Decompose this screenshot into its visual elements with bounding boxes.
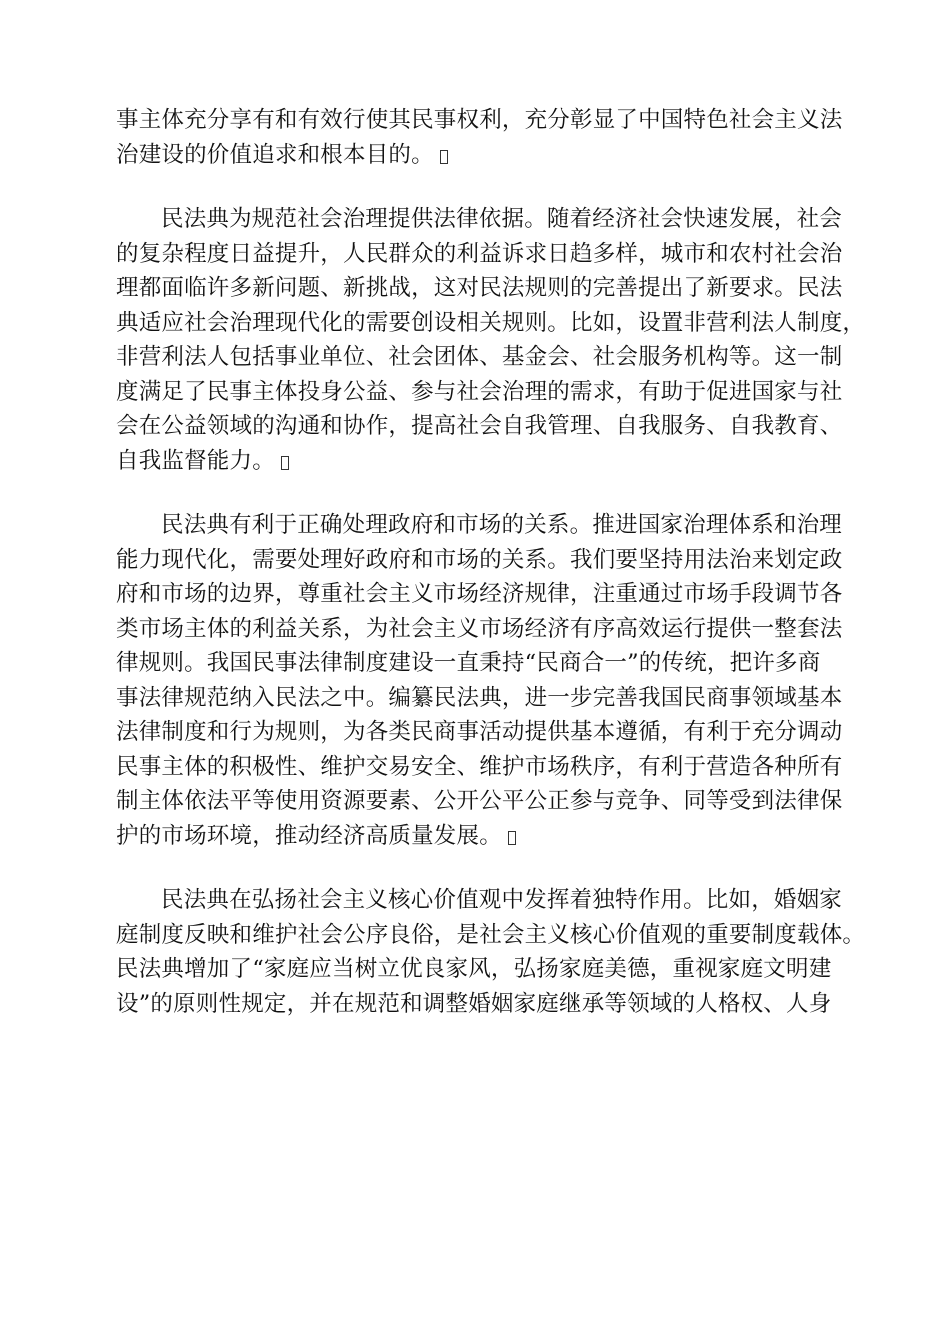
paragraph-1 — [116, 103, 843, 172]
paragraph-mark-icon — [508, 831, 516, 845]
paragraph-line-text: 治建设的价值追求和根本目的。 — [116, 141, 434, 168]
paragraph-line: 类市场主体的利益关系，为社会主义市场经济有序高效运行提供一整套法 — [116, 615, 843, 642]
paragraph-2 — [116, 202, 866, 478]
paragraph-line — [116, 202, 843, 237]
paragraph-line: 典适应社会治理现代化的需要创设相关规则。比如，设置非营利法人制度， — [116, 309, 866, 336]
paragraph-line — [116, 883, 843, 918]
paragraph-line: 制主体依法平等使用资源要素、公开公平公正参与竞争、同等受到法律保 — [116, 788, 843, 814]
paragraph-line: 民法典增加了“家庭应当树立优良家风，弘扬家庭美德，重视家庭文明建 — [116, 956, 832, 982]
paragraph-line: 设”的原则性规定，并在规范和调整婚姻家庭继承等领域的人格权、人身 — [116, 990, 832, 1017]
paragraph-line: 府和市场的边界，尊重社会主义市场经济规律，注重通过市场手段调节各 — [116, 581, 843, 607]
paragraph-mark-icon — [281, 456, 289, 470]
paragraph-line: 事主体充分享有和有效行使其民事权利，充分彰显了中国特色社会主义法 — [116, 107, 843, 133]
paragraph-line: 会在公益领域的沟通和协作，提高社会自我管理、自我服务、自我教育、 — [116, 413, 843, 439]
paragraph-4 — [116, 883, 866, 1021]
paragraph-line-text: 民法典为规范社会治理提供法律依据。随着经济社会快速发展，社会 — [161, 206, 843, 232]
document-body — [116, 103, 866, 1051]
paragraph-line-text: 自我监督能力。 — [116, 447, 275, 474]
paragraph-line-text: 护的市场环境，推动经济高质量发展。 — [116, 822, 502, 849]
paragraph-line: 的复杂程度日益提升，人民群众的利益诉求日趋多样，城市和农村社会治 — [116, 240, 843, 267]
paragraph-line: 事法律规范纳入民法之中。编纂民法典，进一步完善我国民商事领域基本 — [116, 684, 843, 711]
paragraph-line-text: 民法典在弘扬社会主义核心价值观中发挥着独特作用。比如，婚姻家 — [161, 887, 843, 913]
paragraph-line: 律规则。我国民事法律制度建设一直秉持“民商合一”的传统，把许多商 — [116, 650, 821, 676]
paragraph-line-text: 民法典有利于正确处理政府和市场的关系。推进国家治理体系和治理 — [161, 512, 843, 538]
paragraph-line: 度满足了民事主体投身公益、参与社会治理的需求，有助于促进国家与社 — [116, 378, 843, 405]
paragraph-line: 民事主体的积极性、维护交易安全、维护市场秩序，有利于营造各种所有 — [116, 753, 843, 780]
paragraph-line: 理都面临许多新问题、新挑战，这对民法规则的完善提出了新要求。民法 — [116, 275, 843, 301]
paragraph-line — [116, 138, 836, 173]
paragraph-line: 能力现代化，需要处理好政府和市场的关系。我们要坚持用法治来划定政 — [116, 546, 843, 573]
paragraph-line: 法律制度和行为规则，为各类民商事活动提供基本遵循，有利于充分调动 — [116, 719, 843, 745]
paragraph-line: 庭制度反映和维护社会公序良俗，是社会主义核心价值观的重要制度载体。 — [116, 921, 866, 948]
paragraph-3 — [116, 508, 843, 853]
paragraph-line — [116, 508, 843, 543]
paragraph-line — [116, 444, 836, 479]
paragraph-line — [116, 819, 836, 854]
paragraph-line: 非营利法人包括事业单位、社会团体、基金会、社会服务机构等。这一制 — [116, 344, 843, 370]
paragraph-mark-icon — [440, 150, 448, 164]
